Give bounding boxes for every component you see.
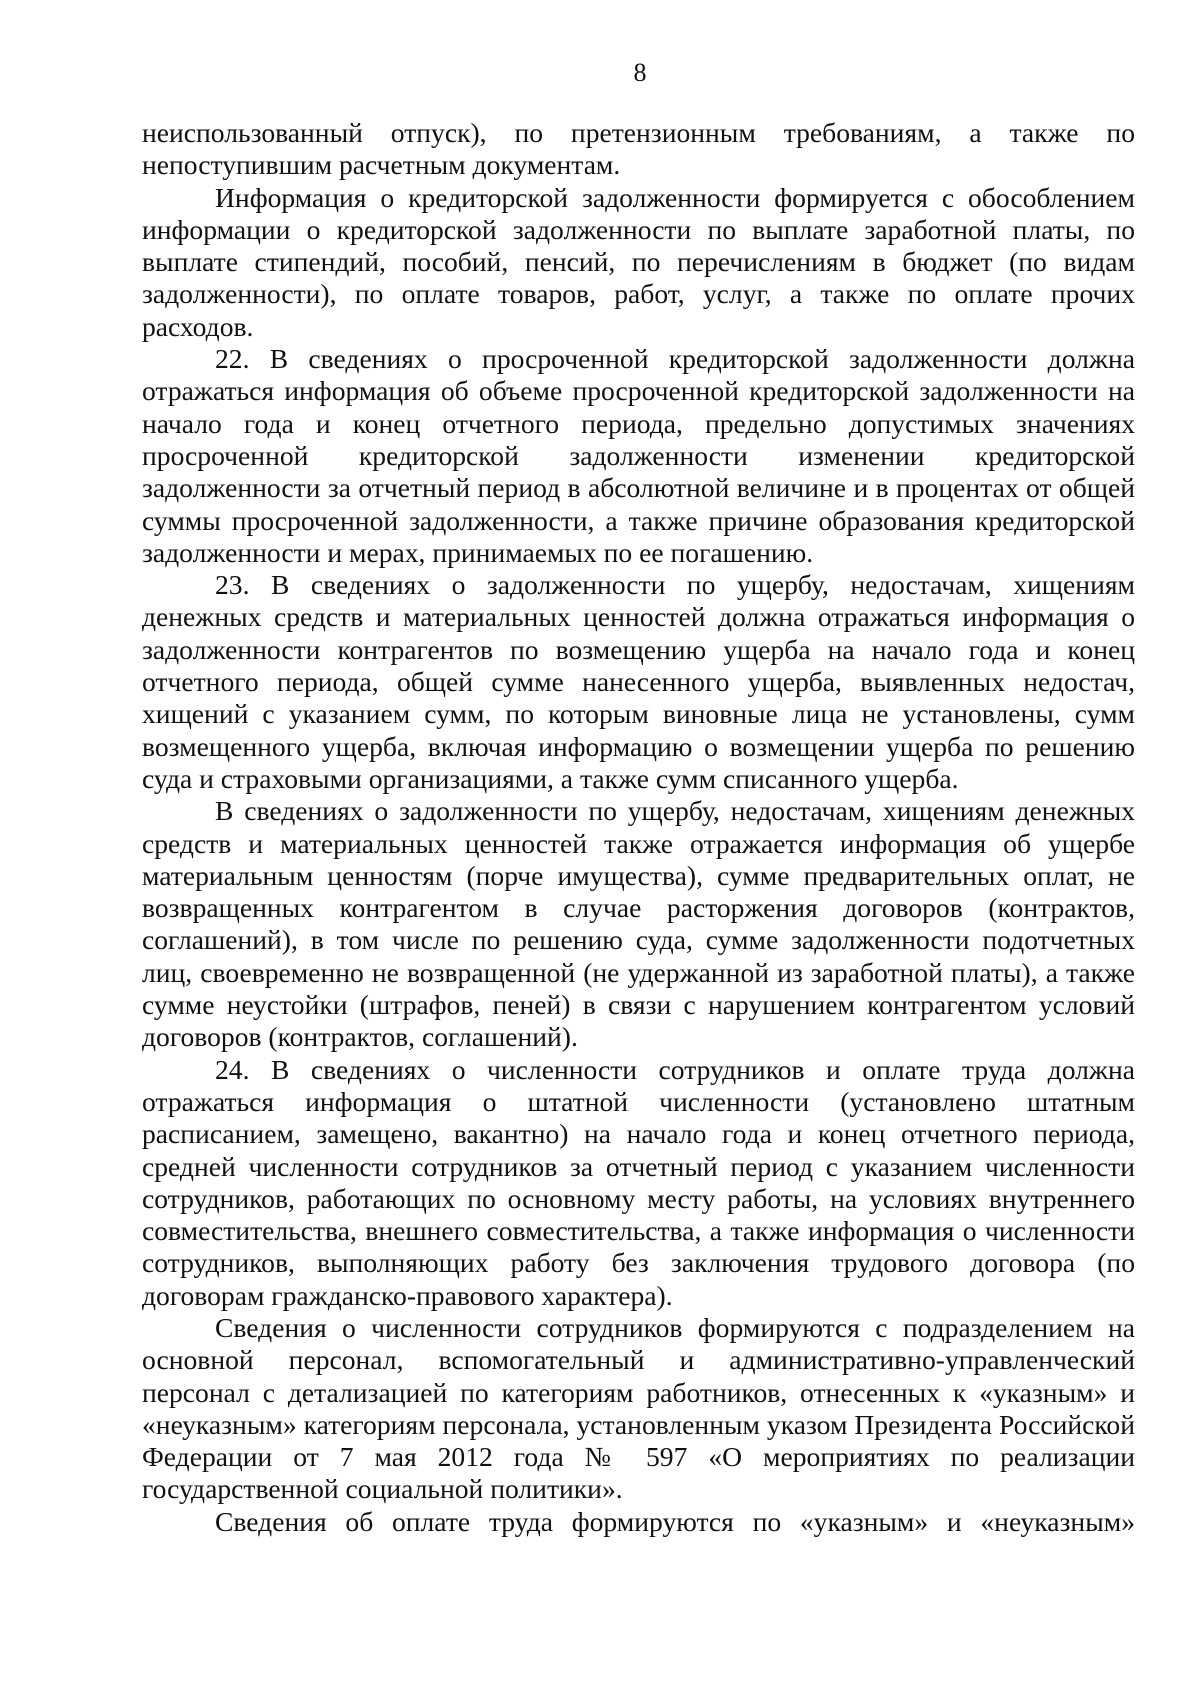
paragraph-24: 24. В сведениях о численности сотрудников и оплате труда должна отражаться информация о штатной численности (установлено штатным расписанием, замещено, вакантно) на начало года и конец отчетного периода, средней численности сотрудников за отчетный период с указанием численности сотрудников, работающих по основному месту работы, на условиях внутреннего совместительства, внешнего совместительства, а также информация о численности сотрудников, выполняющих работу без заключения трудового договора (по договорам гражданско-правового характера).	[142, 1053, 1135, 1311]
paragraph-22: 22. В сведениях о просроченной кредиторской задолженности должна отражаться информация об объеме просроченной кредиторской задолженности на начало года и конец отчетного периода, предельно допустимых значениях просроченной кредиторской задолженности изменении кредиторской задолженности за отчетный период в абсолютной величине и в процентах от общей суммы просроченной задолженности, а также причине образования кредиторской задолженности и мерах, принимаемых по ее погашению.	[142, 343, 1135, 568]
paragraph-damage-info: В сведениях о задолженности по ущербу, недостачам, хищениям денежных средств и материальных ценностей также отражается информация об ущербе материальным ценностям (порче имущества), сумме предварительных оплат, не возвращенных контрагентом в случае расторжения договоров (контрактов, соглашений), в том числе по решению суда, сумме задолженности подотчетных лиц, своевременно не возвращенной (не удержанной из заработной платы), а также сумме неустойки (штрафов, пеней) в связи с нарушением контрагентом условий договоров (контрактов, соглашений).	[142, 795, 1135, 1053]
paragraph-continuation: неиспользованный отпуск), по претензионным требованиям, а также по непоступившим расчетным документам.	[142, 117, 1135, 181]
document-body	[142, 117, 1135, 1538]
page-number: 8	[633, 58, 647, 87]
paragraph-payment-info: Сведения об оплате труда формируются по «указным» и «неуказным»	[215, 1505, 1135, 1537]
paragraph-23: 23. В сведениях о задолженности по ущербу, недостачам, хищениям денежных средств и материальных ценностей должна отражаться информация о задолженности контрагентов по возмещению ущерба на начало года и конец отчетного периода, общей сумме нанесенного ущерба, выявленных недостач, хищений с указанием сумм, по которым виновные лица не установлены, сумм возмещенного ущерба, включая информацию о возмещении ущерба по решению суда и страховыми организациями, а также сумм списанного ущерба.	[142, 569, 1135, 794]
paragraph-staff-info: Сведения о численности сотрудников формируются с подразделением на основной персонал, вспомогательный и административно-управленческий персонал с детализацией по категориям работников, отнесенных к «указным» и «неуказным» категориям персонала, установленным указом Президента Российской Федерации от 7 мая 2012 года № 597 «О мероприятиях по реализации государственной социальной политики».	[142, 1311, 1135, 1505]
paragraph-creditor-info: Информация о кредиторской задолженности формируется с обособлением информации о кредиторской задолженности по выплате заработной платы, по выплате стипендий, пособий, пенсий, по перечислениям в бюджет (по видам задолженности), по оплате товаров, работ, услуг, а также по оплате прочих расходов.	[142, 181, 1135, 342]
